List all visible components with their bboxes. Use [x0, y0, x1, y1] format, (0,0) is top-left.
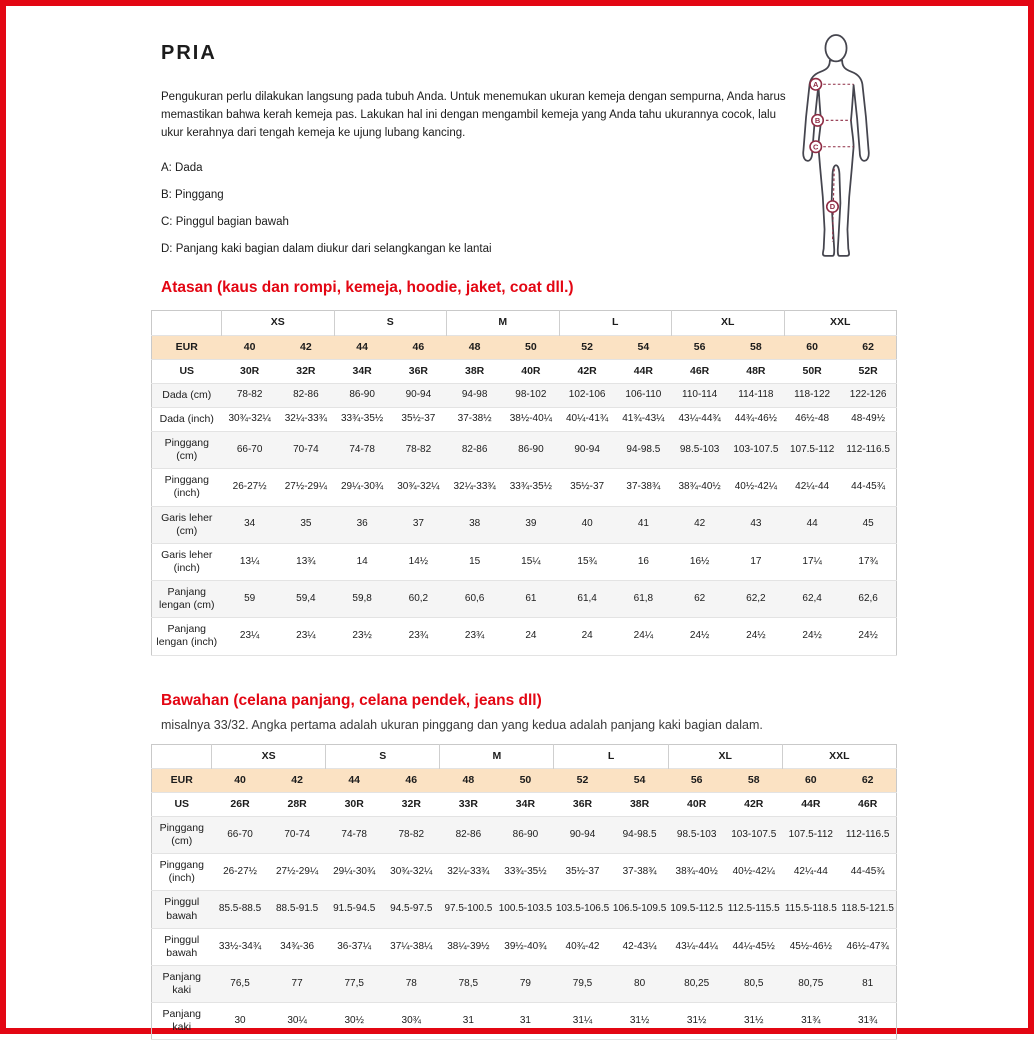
measurement-row	[152, 432, 897, 469]
measurement-row-label: Panjang lengan (inch)	[156, 623, 218, 649]
page-title: PRIA	[161, 42, 217, 64]
size-group-header: L	[554, 744, 668, 768]
us-size-value: 30R	[239, 364, 260, 377]
marker-chest-label: A	[813, 79, 819, 89]
measurement-value: 40½-42¼	[732, 866, 775, 878]
measurement-value: 80,25	[684, 977, 710, 989]
measurement-value: 41¾-43¼	[622, 413, 665, 425]
measurement-value: 23¼	[239, 630, 260, 642]
measurement-value: 17¾	[858, 555, 878, 567]
measurement-value: 34	[244, 518, 256, 530]
measurement-value: 61	[525, 592, 537, 604]
measurement-value: 23¼	[296, 630, 316, 642]
measurement-value: 66-70	[227, 828, 253, 840]
eur-size-value: 46	[405, 773, 418, 786]
measurement-row-label: Pinggul bawah	[164, 933, 200, 959]
measurement-value: 24½	[802, 630, 822, 642]
marker-chest	[810, 79, 821, 90]
body-measurement-figure	[792, 34, 880, 263]
measurement-row-label: Panjang kaki	[162, 970, 202, 997]
table-corner-cell	[152, 744, 212, 768]
marker-inseam-label: D	[829, 202, 836, 212]
measurement-value: 40½-42¼	[734, 481, 777, 493]
measurement-row-label: Panjang kaki	[162, 1008, 202, 1034]
size-group-header: M	[440, 744, 554, 768]
measurement-value: 94-98.5	[622, 828, 657, 840]
measurement-value: 32¼-33¾	[453, 481, 496, 493]
us-size-value: 34R	[352, 364, 372, 377]
measurement-value: 76,5	[230, 977, 250, 989]
measurement-value: 31	[462, 1015, 474, 1027]
eur-size-value: 50	[525, 340, 537, 353]
measurement-value: 37-38¾	[622, 866, 657, 878]
eur-size-value: 44	[348, 773, 361, 786]
measure-point: B: Pinggang	[161, 189, 224, 202]
measurement-value: 31	[519, 1015, 531, 1027]
measurement-row	[152, 506, 897, 543]
measurement-value: 59	[244, 592, 256, 604]
measurement-value: 37-38½	[457, 413, 492, 425]
measurement-value: 81	[862, 977, 874, 989]
eur-size-value: 52	[576, 773, 589, 786]
measurement-row	[152, 1003, 897, 1040]
content-area	[156, 42, 901, 1040]
measurement-value: 37¼-38¼	[390, 940, 433, 952]
size-group-header: L	[559, 311, 672, 335]
us-size-value: 42R	[744, 797, 764, 810]
measurement-value: 45	[862, 518, 874, 530]
measurement-value: 78,5	[458, 977, 479, 989]
measurement-value: 78-82	[398, 828, 425, 840]
measurement-value: 78	[405, 977, 417, 989]
measurement-value: 112-116.5	[845, 828, 890, 840]
measurement-value: 46½-48	[795, 413, 830, 425]
table-corner-cell	[152, 311, 222, 335]
measurement-value: 79	[519, 977, 531, 989]
measure-point: C: Pinggul bagian bawah	[161, 216, 289, 229]
measurement-value: 39½-40¾	[504, 940, 547, 952]
measurement-value: 44-45¾	[851, 481, 886, 493]
measurement-value: 37-38¾	[626, 481, 661, 493]
measurement-row	[152, 407, 897, 431]
measurement-value: 35½-37	[401, 413, 436, 425]
measurement-value: 29¼-30¾	[340, 481, 384, 493]
measurement-row	[152, 928, 897, 965]
measurement-value: 39	[525, 518, 537, 530]
us-size-value: 36R	[408, 364, 428, 377]
measure-point-list	[161, 162, 901, 255]
measurement-value: 33¾-35½	[504, 866, 547, 878]
measurement-value: 94-98.5	[626, 443, 661, 455]
measurement-value: 98.5-103	[679, 443, 720, 455]
measurement-value: 90-94	[569, 828, 596, 840]
measurement-row	[152, 891, 897, 928]
measurement-value: 31½	[629, 1015, 650, 1027]
measurement-value: 30	[234, 1015, 246, 1027]
eur-size-value: 52	[581, 340, 593, 353]
eur-size-value: 54	[633, 773, 646, 786]
measurement-value: 24½	[689, 630, 710, 642]
measurement-value: 32¼-33¾	[284, 413, 327, 425]
eur-size-value: 40	[234, 773, 246, 786]
measurement-value: 110-114	[682, 389, 718, 401]
measurement-row	[152, 618, 897, 655]
measurement-value: 30¾-32¼	[397, 481, 440, 493]
measurement-value: 114-118	[738, 389, 774, 401]
measurement-value: 59,4	[296, 592, 316, 604]
measurement-value: 24½	[858, 630, 878, 642]
measurement-row	[152, 965, 897, 1002]
measurement-value: 88.5-91.5	[275, 903, 319, 915]
eur-size-value: 42	[291, 773, 303, 786]
us-size-value: 38R	[464, 364, 485, 377]
us-size-value: 34R	[515, 797, 536, 810]
measurement-value: 42	[694, 518, 706, 530]
measurement-row-label: Garis leher (cm)	[161, 511, 213, 537]
us-size-value: 36R	[572, 797, 593, 810]
eur-size-value: 58	[747, 773, 760, 786]
measurement-row	[152, 581, 897, 618]
measurement-value: 16	[637, 555, 649, 567]
measurement-value: 15¾	[577, 555, 597, 567]
us-size-value: 40R	[687, 797, 707, 810]
measurement-value: 91.5-94.5	[333, 903, 376, 915]
measurement-value: 17¼	[802, 555, 822, 567]
eur-row-label: EUR	[175, 340, 198, 353]
measurement-value: 30¾-32¼	[390, 866, 433, 878]
measurement-row-label: Garis leher (inch)	[161, 548, 213, 574]
measurement-value: 40	[581, 518, 593, 530]
measure-point: A: Dada	[161, 162, 203, 175]
measurement-value: 60,6	[464, 592, 485, 604]
measurement-value: 103-107.5	[731, 828, 777, 840]
us-size-value: 40R	[521, 364, 541, 377]
measurement-value: 42-43¼	[622, 940, 657, 952]
measurement-value: 31½	[686, 1015, 707, 1027]
eur-size-value: 42	[300, 340, 312, 353]
measurement-value: 107.5-112	[788, 828, 833, 840]
measurement-value: 94-98	[461, 389, 488, 401]
us-size-value: 44R	[633, 364, 653, 377]
measurement-value: 115.5-118.5	[784, 903, 837, 915]
measurement-value: 98.5-103	[676, 828, 717, 840]
eur-size-value: 56	[690, 773, 703, 786]
measurement-value: 16½	[689, 555, 710, 567]
measurement-value: 61,4	[577, 592, 597, 604]
measurement-value: 42¼-44	[793, 866, 828, 878]
eur-size-value: 58	[750, 340, 762, 353]
size-group-header: XXL	[784, 311, 897, 335]
measurement-value: 103.5-106.5	[555, 903, 610, 915]
eur-size-value: 60	[806, 340, 818, 353]
measurement-value: 44¼-45½	[732, 940, 775, 952]
marker-waist	[812, 115, 823, 126]
measurement-value: 36	[356, 518, 368, 530]
measurement-value: 40¼-41¾	[565, 413, 609, 425]
us-size-value: 48R	[746, 364, 766, 377]
measurement-value: 24¼	[633, 630, 654, 642]
marker-inseam	[827, 201, 838, 212]
measurement-row	[152, 816, 897, 853]
measurement-row-label: Pinggang (inch)	[159, 859, 204, 885]
measurement-value: 31¼	[572, 1015, 593, 1027]
measurement-value: 70-74	[293, 443, 319, 455]
us-size-value: 30R	[344, 797, 364, 810]
eur-size-value: 48	[462, 773, 475, 786]
measurement-value: 31¾	[801, 1015, 821, 1027]
measurement-value: 38½-40¼	[509, 413, 552, 425]
us-row-label: US	[179, 364, 195, 377]
measurement-value: 62	[694, 592, 706, 604]
bottoms-section-heading: Bawahan (celana panjang, celana pendek, jeans dll)	[161, 691, 542, 709]
measurement-value: 80	[634, 977, 646, 989]
measurement-value: 109.5-112.5	[670, 903, 723, 915]
us-size-value: 46R	[689, 364, 710, 377]
measurement-value: 106.5-109.5	[612, 903, 667, 915]
measurement-value: 122-126	[849, 389, 887, 401]
measurement-value: 48-49½	[851, 413, 886, 425]
measurement-value: 45½-46½	[789, 940, 832, 952]
us-size-value: 50R	[802, 364, 822, 377]
measurement-value: 29¼-30¾	[333, 866, 376, 878]
measurement-value: 40¾-42	[565, 940, 600, 952]
measurement-row-label: Pinggul bawah	[164, 896, 200, 922]
head-outline	[825, 35, 846, 61]
eur-size-value: 50	[519, 773, 532, 786]
bottoms-subtitle: misalnya 33/32. Angka pertama adalah ukuran pinggang dan yang kedua adalah panjang kaki bagian dalam.	[161, 717, 763, 732]
marker-hip-label: C	[813, 142, 819, 152]
measurement-row-label: Pinggang (cm)	[164, 437, 209, 463]
tops-size-table	[151, 310, 897, 655]
eur-size-value: 56	[693, 340, 706, 353]
measurement-row-label: Dada (inch)	[159, 412, 214, 425]
measurement-value: 97.5-100.5	[444, 903, 493, 915]
measurement-value: 74-78	[341, 828, 367, 840]
measurement-value: 33½-34¾	[218, 940, 262, 952]
size-group-header: XS	[222, 311, 335, 335]
measurement-value: 27½-29¼	[275, 866, 319, 878]
measurement-value: 77,5	[344, 977, 364, 989]
us-row-label: US	[174, 797, 190, 810]
us-size-value: 32R	[296, 364, 316, 377]
measurement-value: 59,8	[352, 592, 372, 604]
measurement-value: 14	[356, 555, 368, 567]
measurement-value: 103-107.5	[733, 443, 779, 455]
eur-size-value: 54	[637, 340, 650, 353]
measurement-value: 98-102	[515, 389, 547, 401]
us-size-value: 44R	[801, 797, 821, 810]
measurement-value: 90-94	[574, 443, 600, 455]
measurement-value: 112.5-115.5	[727, 903, 780, 915]
measurement-value: 74-78	[349, 443, 375, 455]
measurement-value: 61,8	[633, 592, 654, 604]
measurement-value: 43	[750, 518, 762, 530]
us-size-value: 38R	[629, 797, 650, 810]
eur-size-value: 48	[468, 340, 481, 353]
size-group-header: XL	[672, 311, 785, 335]
us-size-value: 46R	[858, 797, 878, 810]
measurement-value: 94.5-97.5	[390, 903, 433, 915]
measurement-value: 30¾	[401, 1015, 421, 1027]
measurement-value: 31½	[744, 1015, 764, 1027]
measurement-value: 80,5	[744, 977, 764, 989]
us-size-value: 32R	[401, 797, 421, 810]
measurement-value: 86-90	[349, 389, 375, 401]
measurement-value: 15¼	[521, 555, 541, 567]
measurement-value: 78-82	[236, 389, 263, 401]
us-size-value: 33R	[458, 797, 478, 810]
measurement-value: 14½	[408, 555, 429, 567]
measurement-row-label: Panjang lengan (cm)	[159, 586, 215, 612]
measurement-value: 23½	[352, 630, 372, 642]
measurement-value: 34¾-36	[280, 940, 315, 952]
measurement-value: 80,75	[798, 977, 824, 989]
tops-section-heading: Atasan (kaus dan rompi, kemeja, hoodie, jaket, coat dll.)	[161, 279, 574, 297]
measurement-value: 36-37¼	[337, 940, 372, 952]
measurement-value: 41	[637, 518, 649, 530]
measurement-value: 32¼-33¾	[447, 866, 490, 878]
measurement-value: 30¼	[287, 1015, 307, 1027]
measurement-value: 86-90	[512, 828, 539, 840]
marker-hip	[810, 141, 821, 152]
measurement-value: 38	[469, 518, 481, 530]
eur-size-value: 62	[862, 340, 874, 353]
measurement-row	[152, 469, 897, 506]
measurement-value: 60,2	[408, 592, 429, 604]
measurement-value: 86-90	[518, 443, 544, 455]
size-group-header: XS	[212, 744, 326, 768]
measurement-value: 13¼	[239, 555, 260, 567]
measurement-row	[152, 383, 897, 407]
eur-size-value: 40	[243, 340, 256, 353]
measurement-value: 24½	[746, 630, 766, 642]
measurement-value: 43¼-44¼	[675, 940, 718, 952]
measurement-value: 17	[750, 555, 762, 567]
measurement-value: 44	[806, 518, 818, 530]
measurement-value: 66-70	[236, 443, 263, 455]
measurement-value: 27½-29¼	[284, 481, 327, 493]
measurement-value: 82-86	[293, 389, 319, 401]
eur-size-value: 44	[356, 340, 368, 353]
measurement-value: 30¾-32¼	[228, 413, 271, 425]
measurement-value: 62,6	[858, 592, 878, 604]
measurement-value: 44¾-46½	[734, 413, 777, 425]
measurement-value: 35½-37	[565, 866, 600, 878]
intro-paragraph: Pengukuran perlu dilakukan langsung pada tubuh Anda. Untuk menemukan ukuran kemeja dengan sempurna, Anda harus memastikan bahwa kerah kemeja pas. Lakukan hal ini dengan mengambil kemeja yang Anda tahu ukurannya cocok, lalu ukur kerahnya dari tengah kemeja ke ujung lubang kancing.	[161, 91, 786, 139]
measurement-value: 77	[291, 977, 303, 989]
size-group-header: M	[447, 311, 560, 335]
measurement-value: 44-45¾	[850, 866, 885, 878]
measurement-value: 31¾	[857, 1015, 878, 1027]
measurement-value: 15	[469, 555, 481, 567]
measurement-value: 79,5	[572, 977, 593, 989]
eur-row-label: EUR	[170, 773, 193, 786]
measurement-value: 13¾	[296, 555, 316, 567]
measurement-row-label: Pinggang (inch)	[164, 474, 209, 500]
measurement-value: 82-86	[455, 828, 482, 840]
eur-size-value: 60	[804, 773, 817, 786]
eur-size-value: 46	[412, 340, 425, 353]
marker-waist-label: B	[814, 115, 821, 125]
measurement-value: 33¾-35½	[509, 481, 552, 493]
us-size-value: 28R	[287, 797, 307, 810]
measurement-value: 24	[581, 630, 593, 642]
measurement-value: 102-106	[568, 389, 606, 401]
measurement-value: 112-116.5	[846, 443, 890, 455]
bottoms-size-table	[151, 744, 897, 1040]
measurement-value: 30½	[344, 1015, 364, 1027]
measurement-value: 33¾-35½	[340, 413, 384, 425]
measurement-value: 90-94	[405, 389, 432, 401]
measurement-value: 62,2	[746, 592, 766, 604]
measurement-value: 100.5-103.5	[498, 903, 553, 915]
measurement-row	[152, 854, 897, 891]
measurement-value: 38¼-39½	[447, 940, 490, 952]
measurement-value: 118-122	[794, 389, 831, 401]
measurement-value: 106-110	[625, 389, 662, 401]
measurement-value: 46½-47¾	[846, 940, 889, 952]
measurement-value: 38¾-40½	[675, 866, 718, 878]
measurement-value: 43¼-44¾	[678, 413, 721, 425]
size-group-header: XXL	[782, 744, 896, 768]
size-group-header: XL	[668, 744, 782, 768]
measurement-value: 38¾-40½	[678, 481, 721, 493]
measurement-row-label: Dada (cm)	[162, 388, 212, 401]
us-size-value: 42R	[577, 364, 597, 377]
measurement-value: 24	[525, 630, 537, 642]
measurement-value: 35½-37	[570, 481, 605, 493]
measurement-value: 85.5-88.5	[218, 903, 262, 915]
eur-size-value: 62	[861, 773, 874, 786]
measurement-value: 82-86	[461, 443, 488, 455]
measurement-value: 23¾	[408, 630, 429, 642]
measurement-value: 118.5-121.5	[841, 903, 894, 915]
measurement-value: 70-74	[284, 828, 310, 840]
measurement-value: 26-27½	[232, 481, 267, 493]
measurement-value: 78-82	[405, 443, 432, 455]
measurement-value: 23¾	[464, 630, 485, 642]
us-size-value: 52R	[858, 364, 878, 377]
measurement-value: 35	[300, 518, 312, 530]
measurement-value: 42¼-44	[795, 481, 830, 493]
measurement-value: 62,4	[802, 592, 822, 604]
measurement-row	[152, 543, 897, 580]
measurement-value: 37	[412, 518, 424, 530]
measurement-value: 26-27½	[223, 866, 257, 878]
measure-point: D: Panjang kaki bagian dalam diukur dari selangkangan ke lantai	[161, 243, 492, 256]
measurement-row-label: Pinggang (cm)	[159, 821, 204, 848]
size-group-header: S	[326, 744, 440, 768]
us-size-value: 26R	[230, 797, 250, 810]
size-group-header: S	[334, 311, 447, 335]
measurement-value: 107.5-112	[789, 443, 835, 455]
